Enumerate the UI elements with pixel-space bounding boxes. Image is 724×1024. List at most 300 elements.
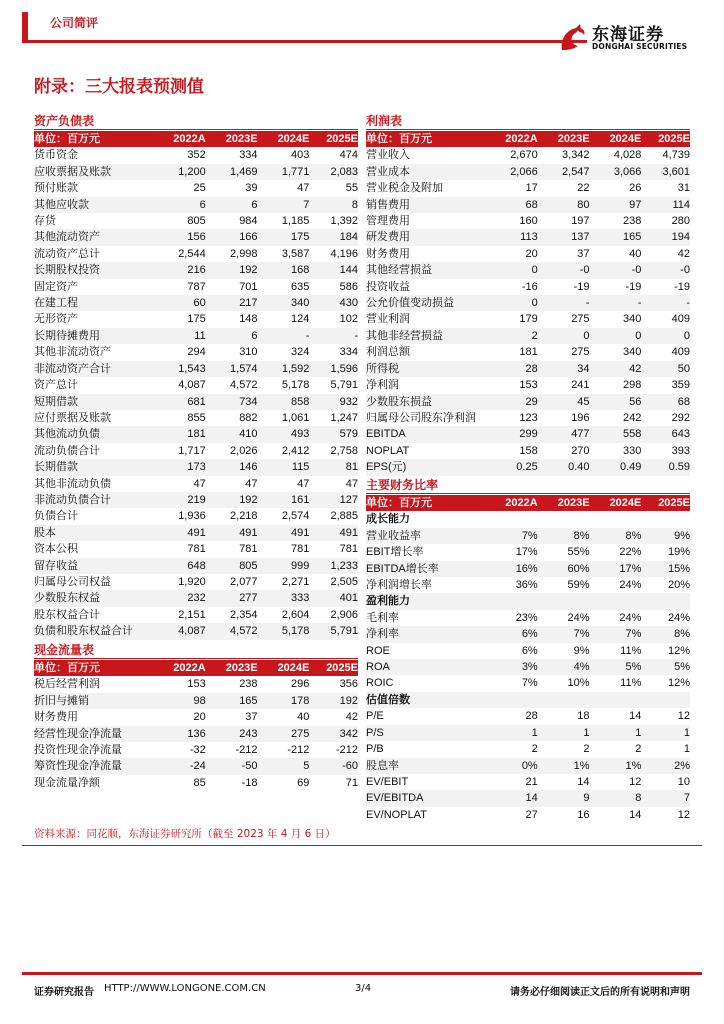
- cell-value: 2,218: [230, 510, 258, 523]
- header-rule: [22, 40, 587, 43]
- cell-value: 0.25: [516, 461, 538, 474]
- cell-value: -19: [674, 280, 690, 293]
- cell-value: 153: [519, 379, 538, 392]
- cell-value: 37: [245, 711, 258, 724]
- cell-value: 24%: [619, 579, 642, 592]
- cell-value: 0.59: [668, 461, 690, 474]
- cell-value: 20: [193, 711, 206, 724]
- cell-value: 60: [193, 297, 206, 310]
- cell-value: 8: [351, 198, 358, 211]
- cell-value: 2,906: [330, 608, 358, 621]
- table-row: [366, 311, 690, 327]
- source-rule: [22, 845, 702, 846]
- cell-value: 409: [671, 346, 690, 359]
- cell-value: 181: [519, 346, 538, 359]
- table-row: [366, 443, 690, 459]
- cell-value: 113: [520, 231, 538, 244]
- table-row: [366, 643, 690, 659]
- ratios-title: 主要财务比率: [366, 477, 690, 494]
- cell-value: 1,185: [281, 215, 310, 228]
- cell-value: 8%: [625, 529, 642, 542]
- cell-value: 50: [677, 362, 690, 375]
- cell-value: 493: [291, 428, 310, 441]
- row-label: 负债和股东权益合计: [34, 625, 133, 638]
- table-row: [34, 197, 358, 213]
- cell-value: -0: [579, 264, 590, 277]
- cell-value: [538, 511, 590, 527]
- cell-value: 393: [671, 444, 690, 457]
- cell-value: 340: [623, 313, 642, 326]
- row-label: 预付账款: [34, 182, 78, 195]
- row-label: 短期借款: [34, 395, 78, 408]
- table-row: [34, 590, 358, 606]
- unit-header: 单位：百万元: [34, 660, 154, 676]
- row-label: 盈利能力: [366, 595, 410, 608]
- cell-value: 701: [239, 280, 258, 293]
- table-row: [34, 508, 358, 524]
- year-header: 2023E: [538, 495, 590, 511]
- cell-value: 5,178: [281, 625, 310, 638]
- table-row: [366, 544, 690, 560]
- cell-value: 40: [297, 711, 310, 724]
- cell-value: 6%: [521, 644, 538, 657]
- table-row: [34, 213, 358, 229]
- cell-value: 352: [187, 149, 206, 162]
- table-row: [34, 229, 358, 245]
- table-row: [34, 459, 358, 475]
- cell-value: 144: [339, 264, 358, 277]
- cell-value: 277: [239, 592, 258, 605]
- row-label: 净利率: [366, 628, 399, 641]
- cell-value: 21: [525, 775, 538, 788]
- row-label: 归属母公司股东净利润: [366, 411, 476, 424]
- cell-value: -0: [680, 264, 690, 277]
- table-row: [366, 692, 690, 708]
- cell-value: 2: [531, 329, 538, 342]
- table-row: [34, 426, 358, 442]
- year-header: 2023E: [206, 660, 258, 676]
- cell-value: 9%: [573, 644, 590, 657]
- cell-value: 59%: [567, 579, 590, 592]
- ratios-table: [366, 495, 690, 823]
- cell-value: 4,028: [613, 149, 642, 162]
- cell-value: 294: [187, 346, 206, 359]
- footer-url-link[interactable]: HTTP://WWW.LONGONE.COM.CN: [104, 983, 266, 994]
- cell-value: 19%: [667, 546, 690, 559]
- cell-value: 882: [239, 411, 258, 424]
- cell-value: 40: [629, 247, 642, 260]
- cell-value: 11%: [620, 644, 642, 657]
- row-label: 研发费用: [366, 231, 410, 244]
- footer-rule: [22, 972, 702, 975]
- row-label: 所得税: [366, 362, 399, 375]
- cell-value: 858: [291, 395, 310, 408]
- cell-value: 324: [291, 346, 310, 359]
- cell-value: 166: [239, 231, 258, 244]
- cell-value: 153: [187, 678, 206, 691]
- cell-value: 1: [683, 743, 690, 756]
- cell-value: 4,572: [230, 625, 258, 638]
- page-number: 3/4: [355, 983, 372, 994]
- cell-value: 6%: [521, 628, 538, 641]
- cell-value: 558: [623, 428, 642, 441]
- cell-value: 14: [577, 775, 590, 788]
- table-header-row: [34, 131, 358, 147]
- row-label: ROIC: [366, 677, 394, 690]
- cell-value: 178: [291, 694, 310, 707]
- cell-value: 39: [245, 182, 258, 195]
- table-row: [34, 558, 358, 574]
- cell-value: 296: [291, 678, 310, 691]
- cell-value: 98: [193, 694, 206, 707]
- cell-value: 5,791: [330, 379, 358, 392]
- table-row: [366, 279, 690, 295]
- table-row: [34, 164, 358, 180]
- table-row: [34, 476, 358, 492]
- cell-value: 241: [571, 379, 590, 392]
- cell-value: 2%: [674, 759, 690, 772]
- table-row: [366, 164, 690, 180]
- year-header: 2023E: [538, 131, 590, 147]
- cell-value: 34: [577, 362, 590, 375]
- cell-value: 275: [571, 313, 590, 326]
- table-row: [34, 726, 358, 742]
- cell-value: 3,601: [662, 165, 690, 178]
- cell-value: 238: [623, 215, 642, 228]
- row-label: 少数股东权益: [34, 592, 100, 605]
- cell-value: 1,920: [178, 575, 206, 588]
- cell-value: 1,392: [330, 215, 358, 228]
- cell-value: 7%: [521, 677, 538, 690]
- table-row: [34, 147, 358, 163]
- cell-value: -212: [335, 744, 358, 757]
- cell-value: 5: [303, 760, 310, 773]
- row-label: 股东权益合计: [34, 608, 100, 621]
- cell-value: 192: [339, 694, 358, 707]
- cell-value: -: [686, 297, 690, 310]
- cell-value: 14: [629, 710, 642, 723]
- cell-value: 42: [345, 711, 358, 724]
- cell-value: 2,354: [230, 608, 258, 621]
- cell-value: 28: [525, 362, 538, 375]
- cell-value: 1,469: [230, 165, 258, 178]
- row-label: 长期待摊费用: [34, 329, 100, 342]
- cell-value: -16: [521, 280, 538, 293]
- cell-value: -60: [342, 760, 358, 773]
- table-row: [366, 229, 690, 245]
- cell-value: 9%: [674, 529, 690, 542]
- cell-value: 14: [525, 792, 538, 805]
- cell-value: -: [305, 329, 310, 342]
- cell-value: 330: [623, 444, 642, 457]
- cell-value: 805: [239, 559, 258, 572]
- footer-report-label: 证券研究报告: [34, 987, 94, 998]
- table-row: [366, 377, 690, 393]
- row-label: ROA: [366, 661, 390, 674]
- table-row: [366, 659, 690, 675]
- cell-value: 115: [291, 461, 310, 474]
- table-row: [366, 426, 690, 442]
- row-label: 营业税金及附加: [366, 182, 443, 195]
- row-label: 税后经营利润: [34, 678, 100, 691]
- cell-value: 0: [531, 297, 538, 310]
- cell-value: 298: [623, 379, 642, 392]
- table-row: [366, 394, 690, 410]
- cell-value: 47: [297, 477, 310, 490]
- table-row: [34, 262, 358, 278]
- row-label: 应收票据及账款: [34, 165, 111, 178]
- cell-value: 20%: [667, 579, 690, 592]
- row-label: 筹资性现金净流量: [34, 760, 122, 773]
- cell-value: 491: [187, 526, 206, 539]
- row-label: 营业成本: [366, 165, 410, 178]
- table-row: [366, 328, 690, 344]
- cell-value: 5%: [674, 661, 690, 674]
- cell-value: 356: [339, 678, 358, 691]
- row-label: 净利润增长率: [366, 579, 432, 592]
- cell-value: 643: [671, 428, 690, 441]
- cell-value: 1: [635, 726, 642, 739]
- footer-disclaimer: 请务必仔细阅读正文后的所有说明和声明: [510, 987, 690, 998]
- cell-value: 5,178: [281, 379, 310, 392]
- cell-value: 47: [245, 477, 258, 490]
- cell-value: 2,544: [178, 247, 206, 260]
- cell-value: 20: [525, 247, 538, 260]
- cell-value: -: [354, 329, 358, 342]
- cell-value: 0: [531, 264, 538, 277]
- cell-value: 102: [339, 313, 358, 326]
- cell-value: [590, 511, 642, 527]
- table-row: [34, 492, 358, 508]
- cell-value: 12: [677, 808, 690, 821]
- table-row: [34, 607, 358, 623]
- cell-value: -: [585, 297, 590, 310]
- cell-value: 1%: [625, 759, 642, 772]
- row-label: 其他非流动资产: [34, 346, 111, 359]
- row-label: EV/EBIT: [366, 775, 409, 788]
- cell-value: -212: [235, 744, 258, 757]
- cell-value: 42: [677, 247, 690, 260]
- page-title: 附录：三大报表预测值: [34, 77, 204, 97]
- cell-value: 243: [239, 727, 258, 740]
- cell-value: 430: [339, 297, 358, 310]
- income-statement-table: [366, 131, 690, 476]
- cell-value: 681: [187, 395, 206, 408]
- cell-value: 299: [519, 428, 538, 441]
- row-label: 营业收入: [366, 149, 410, 162]
- cell-value: -212: [287, 744, 310, 757]
- cell-value: 0: [635, 329, 642, 342]
- cell-value: 42: [629, 362, 642, 375]
- table-row: [366, 561, 690, 577]
- table-row: [34, 742, 358, 758]
- cell-value: 97: [629, 198, 642, 211]
- cell-value: 1,717: [178, 444, 206, 457]
- row-label: 非流动负债合计: [34, 493, 111, 506]
- cell-value: 26: [629, 182, 642, 195]
- year-header: 2025E: [641, 495, 690, 511]
- cell-value: 491: [339, 526, 358, 539]
- cell-value: 12: [629, 775, 642, 788]
- cell-value: [590, 692, 642, 708]
- cell-value: 5%: [625, 661, 642, 674]
- cell-value: -19: [625, 280, 642, 293]
- cell-value: 3,587: [281, 247, 310, 260]
- cell-value: 2: [583, 743, 590, 756]
- cell-value: 85: [193, 776, 206, 789]
- table-row: [34, 279, 358, 295]
- cell-value: 1,596: [330, 362, 358, 375]
- table-row: [366, 180, 690, 196]
- cell-value: 579: [339, 428, 358, 441]
- table-row: [34, 574, 358, 590]
- cell-value: 340: [623, 346, 642, 359]
- cell-value: 1,936: [178, 510, 206, 523]
- cell-value: 18: [577, 710, 590, 723]
- cell-value: 781: [187, 543, 206, 556]
- row-label: 估值倍数: [366, 693, 410, 706]
- cell-value: 474: [339, 149, 358, 162]
- table-row: [34, 394, 358, 410]
- cell-value: 787: [187, 280, 206, 293]
- row-label: 股本: [34, 526, 56, 539]
- row-label: 在建工程: [34, 297, 78, 310]
- cell-value: 2,077: [230, 575, 258, 588]
- cell-value: 280: [671, 215, 690, 228]
- row-label: EBIT增长率: [366, 546, 424, 559]
- cell-value: 192: [239, 493, 258, 506]
- row-label: 其他非流动负债: [34, 477, 111, 490]
- cell-value: 2,547: [562, 165, 590, 178]
- cell-value: 36%: [515, 579, 538, 592]
- cell-value: 179: [519, 313, 538, 326]
- cell-value: 4,087: [178, 379, 206, 392]
- cell-value: 16: [577, 808, 590, 821]
- cell-value: 71: [345, 776, 358, 789]
- row-label: 净利润: [366, 379, 399, 392]
- row-label: ROE: [366, 644, 390, 657]
- cell-value: 805: [187, 215, 206, 228]
- cell-value: 0%: [521, 759, 538, 772]
- cell-value: 9: [583, 792, 590, 805]
- cell-value: 292: [671, 411, 690, 424]
- cell-value: 184: [339, 231, 358, 244]
- table-row: [366, 675, 690, 691]
- table-row: [34, 775, 358, 791]
- row-label: P/E: [366, 710, 384, 723]
- cell-value: 25: [193, 182, 206, 195]
- year-header: 2022A: [154, 131, 206, 147]
- table-row: [34, 623, 358, 639]
- row-label: NOPLAT: [366, 444, 410, 457]
- row-label: 负债合计: [34, 510, 78, 523]
- cell-value: 80: [577, 198, 590, 211]
- cell-value: [641, 593, 690, 609]
- cell-value: -32: [189, 744, 206, 757]
- cell-value: 1: [531, 726, 538, 739]
- cell-value: 3%: [521, 661, 538, 674]
- cell-value: 10: [677, 775, 690, 788]
- cell-value: 10%: [567, 677, 590, 690]
- table-row: [34, 525, 358, 541]
- cell-value: 4,739: [662, 149, 690, 162]
- table-row: [34, 693, 358, 709]
- row-label: 归属母公司权益: [34, 575, 111, 588]
- cell-value: 17%: [619, 562, 642, 575]
- cell-value: -19: [573, 280, 590, 293]
- row-label: 营业收益率: [366, 529, 421, 542]
- row-label: 少数股东损益: [366, 395, 432, 408]
- table-row: [366, 528, 690, 544]
- row-label: 资本公积: [34, 543, 78, 556]
- table-row: [366, 708, 690, 724]
- row-label: EPS(元): [366, 461, 407, 474]
- row-label: 股息率: [366, 759, 399, 772]
- cell-value: 173: [187, 461, 206, 474]
- logo-cn-text: 东海证券: [592, 25, 664, 45]
- table-row: [34, 709, 358, 725]
- cell-value: 984: [239, 215, 258, 228]
- cell-value: 192: [239, 264, 258, 277]
- table-row: [366, 295, 690, 311]
- table-row: [366, 213, 690, 229]
- cell-value: [486, 593, 538, 609]
- cell-value: [486, 511, 538, 527]
- cell-value: 47: [193, 477, 206, 490]
- row-label: 其他流动负债: [34, 428, 100, 441]
- cell-value: 1,592: [281, 362, 310, 375]
- table-row: [366, 262, 690, 278]
- cell-value: 2,066: [510, 165, 538, 178]
- cashflow-table: [34, 660, 358, 791]
- row-label: 长期股权投资: [34, 264, 100, 277]
- table-row: [34, 246, 358, 262]
- cell-value: [538, 593, 590, 609]
- table-header-row: [366, 131, 690, 147]
- cell-value: 17%: [515, 546, 538, 559]
- table-row: [34, 361, 358, 377]
- row-label: 经营性现金净流量: [34, 727, 122, 740]
- cell-value: 114: [672, 198, 690, 211]
- cell-value: 8%: [573, 529, 590, 542]
- cell-value: 156: [187, 231, 206, 244]
- table-row: [366, 361, 690, 377]
- row-label: 非流动资产合计: [34, 362, 111, 375]
- cell-value: 2,670: [510, 149, 538, 162]
- row-label: 其他流动资产: [34, 231, 100, 244]
- row-label: 财务费用: [366, 247, 410, 260]
- unit-header: 单位：百万元: [366, 495, 486, 511]
- cell-value: 24%: [567, 611, 590, 624]
- cell-value: 196: [571, 411, 590, 424]
- row-label: 其他非经营损益: [366, 329, 443, 342]
- year-header: 2022A: [486, 131, 538, 147]
- cell-value: 275: [571, 346, 590, 359]
- row-label: 投资收益: [366, 280, 410, 293]
- table-header-row: [34, 660, 358, 676]
- row-label: P/S: [366, 726, 384, 739]
- cell-value: 6: [199, 198, 206, 211]
- row-label: 公允价值变动损益: [366, 297, 454, 310]
- table-row: [366, 246, 690, 262]
- cell-value: 8: [635, 792, 642, 805]
- cell-value: 410: [239, 428, 258, 441]
- cell-value: 16%: [515, 562, 538, 575]
- row-label: 资产总计: [34, 379, 78, 392]
- cell-value: 2: [635, 743, 642, 756]
- cell-value: 12: [677, 710, 690, 723]
- cell-value: 14: [629, 808, 642, 821]
